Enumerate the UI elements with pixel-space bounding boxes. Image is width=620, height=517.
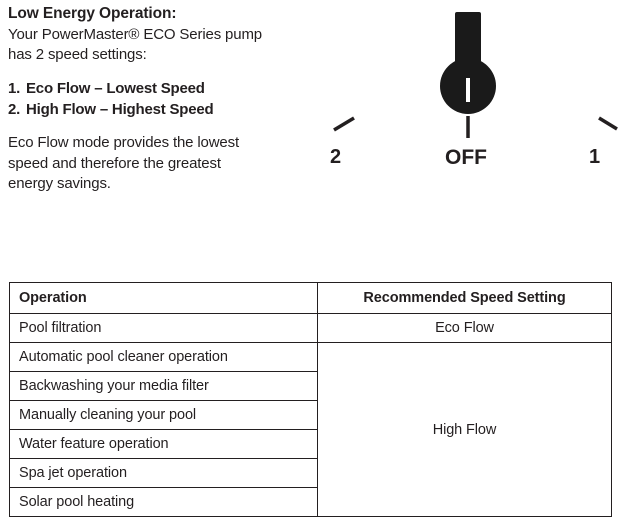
cell-operation: Water feature operation bbox=[10, 430, 318, 459]
dial-illustration bbox=[310, 0, 620, 250]
closing-line-2: speed and therefore the greatest bbox=[8, 154, 221, 172]
closing-line-3: energy savings. bbox=[8, 175, 111, 192]
list-item bbox=[8, 99, 308, 120]
cell-operation: Spa jet operation bbox=[10, 459, 318, 488]
recommended-speed-table bbox=[9, 282, 612, 517]
cell-speed-setting-merged: High Flow bbox=[318, 343, 612, 517]
table-header-row bbox=[10, 283, 612, 314]
speed-mode-number: 1. bbox=[8, 80, 21, 97]
intro-line-1: Your PowerMaster® ECO Series pump bbox=[8, 26, 262, 43]
table-row bbox=[10, 314, 612, 343]
list-item bbox=[8, 78, 308, 99]
closing-line-1: Eco Flow mode provides the lowest bbox=[8, 134, 239, 151]
speed-mode-number: 2. bbox=[8, 101, 21, 118]
column-header-operation: Operation bbox=[10, 283, 318, 314]
low-energy-operation-section bbox=[0, 0, 620, 250]
cell-speed-setting: Eco Flow bbox=[318, 314, 612, 343]
text-block bbox=[8, 4, 308, 195]
intro-line-2: has 2 speed settings: bbox=[8, 46, 147, 63]
dial-tick-marks bbox=[310, 0, 620, 200]
speed-mode-label: Eco Flow – Lowest Speed bbox=[26, 80, 205, 97]
section-heading: Low Energy Operation: bbox=[8, 5, 177, 22]
dial-label-center: OFF bbox=[445, 146, 487, 169]
speed-mode-label: High Flow – Highest Speed bbox=[26, 101, 214, 118]
cell-operation: Pool filtration bbox=[10, 314, 318, 343]
cell-operation: Backwashing your media filter bbox=[10, 372, 318, 401]
dial-label-right: 1 bbox=[589, 146, 601, 168]
table-row bbox=[10, 343, 612, 372]
cell-operation: Manually cleaning your pool bbox=[10, 401, 318, 430]
cell-operation: Automatic pool cleaner operation bbox=[10, 343, 318, 372]
cell-operation: Solar pool heating bbox=[10, 488, 318, 517]
speed-settings-list bbox=[8, 78, 308, 120]
dial-label-left: 2 bbox=[330, 146, 342, 168]
column-header-speed-setting: Recommended Speed Setting bbox=[318, 283, 612, 314]
